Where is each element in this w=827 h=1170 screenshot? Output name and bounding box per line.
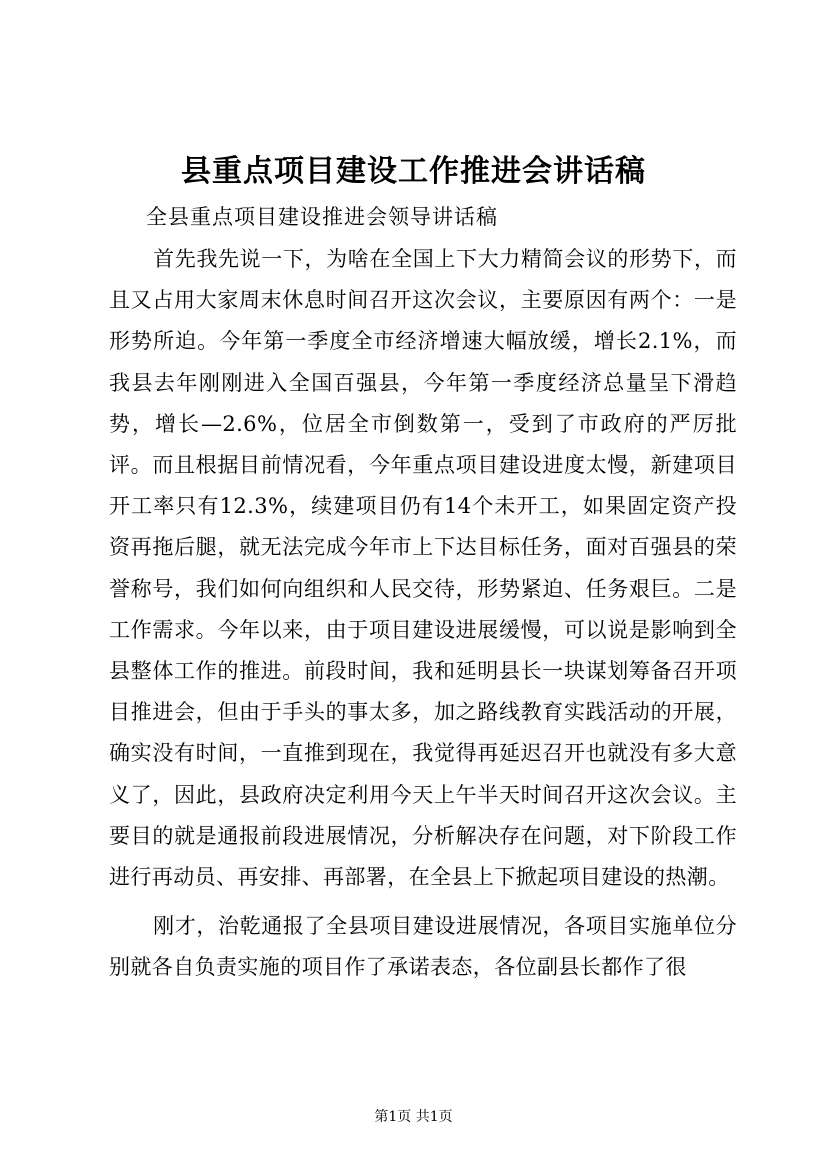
document-body (109, 239, 737, 989)
page-footer: 第1页 共1页 (374, 1109, 453, 1125)
document-title: 县重点项目建设工作推进会讲话稿 (181, 154, 646, 189)
body-paragraph: 首先我先说一下，为啥在全国上下大力精简会议的形势下，而且又占用大家周末休息时间召开这次会议，主要原因有两个：一是形势所迫。今年第一季度全市经济增速大幅放缓，增长2.1%，而我县去年刚刚进入全国百强县，今年第一季度经济总量呈下滑趋势，增长—2.6%，位居全市倒数第一，受到了市政府的严厉批评。而且根据目前情况看，今年重点项目建设进度太慢，新建项目开工率只有12.3%，续建项目仍有14个未开工，如果固定资产投资再拖后腿，就无法完成今年市上下达目标任务，面对百强县的荣誉称号，我们如何向组织和人民交待，形势紧迫、任务艰巨。二是工作需求。今年以来，由于项目建设进展缓慢，可以说是影响到全县整体工作的推进。前段时间，我和延明县长一块谋划筹备召开项目推进会，但由于手头的事太多，加之路线教育实践活动的开展，确实没有时间，一直推到现在，我觉得再延迟召开也就没有多大意义了，因此，县政府决定利用今天上午半天时间召开这次会议。主要目的就是通报前段进展情况，分析解决存在问题，对下阶段工作进行再动员、再安排、再部署，在全县上下掀起项目建设的热潮。 (109, 247, 737, 890)
document-subtitle: 全县重点项目建设推进会领导讲话稿 (146, 205, 498, 229)
body-paragraph: 刚才，治乾通报了全县项目建设进展情况，各项目实施单位分别就各自负责实施的项目作了承诺表态，各位副县长都作了很 (109, 914, 737, 980)
